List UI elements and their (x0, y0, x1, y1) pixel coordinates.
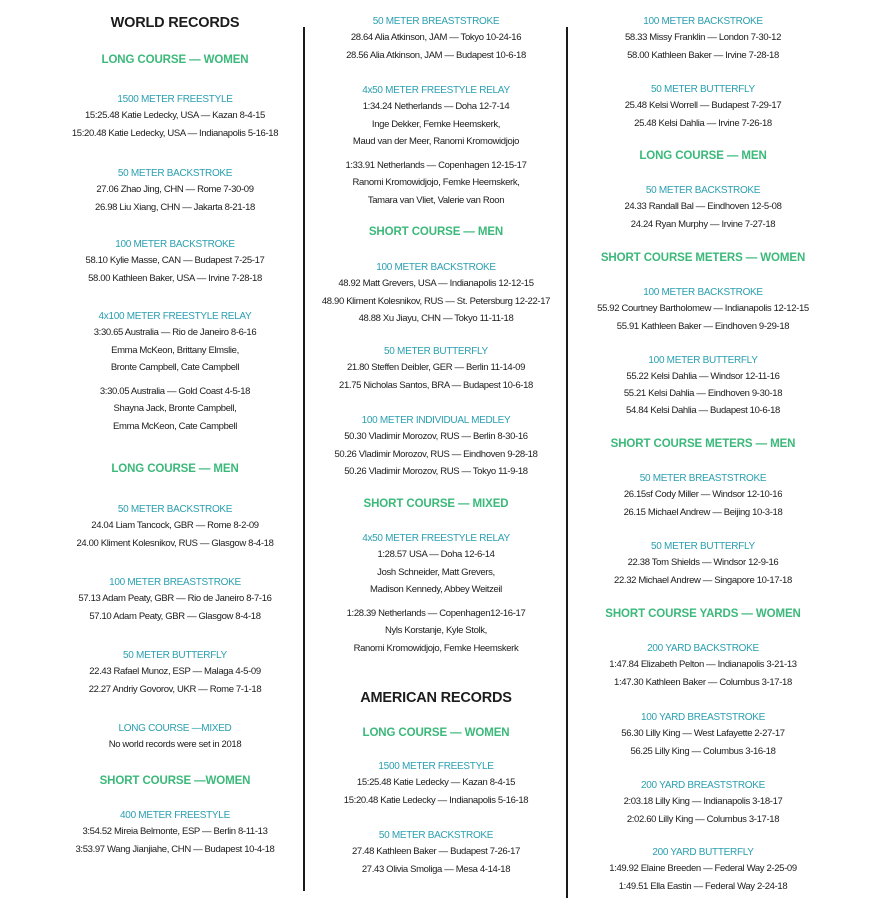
relay-swimmers: Emma McKeon, Brittany Elmslie, (111, 344, 239, 356)
event-block (575, 184, 831, 233)
event-title: 50 METER BACKSTROKE (645, 185, 761, 196)
event-title: 100 METER BACKSTROKE (643, 287, 763, 298)
relay-swimmers: Shayna Jack, Bronte Campbell, (113, 403, 237, 414)
section-heading: SHORT COURSE METERS — WOMEN (600, 252, 806, 264)
event-block (575, 83, 831, 132)
record-line: 22.43 Rafael Munoz, ESP — Malaga 4-5-09 (89, 666, 261, 677)
event-title: LONG COURSE —MIXED (118, 723, 232, 734)
event-title: 50 METER BACKSTROKE (117, 504, 233, 515)
event-title: 200 YARD BREASTSTROKE (641, 780, 765, 791)
record-line: 28.64 Alia Atkinson, JAM — Tokyo 10-24-16 (350, 32, 522, 43)
record-line: 55.92 Courtney Bartholomew — Indianapolis 12-12-15 (597, 303, 809, 314)
record-line: 22.32 Michael Andrew — Singapore 10-17-18 (614, 574, 792, 586)
record-line: 1:33.91 Netherlands — Copenhagen 12-15-17 (345, 159, 527, 171)
record-line: 3:30.65 Australia — Rio de Janeiro 8-6-16 (93, 327, 257, 338)
record-line: 58.10 Kylie Masse, CAN — Budapest 7-25-17 (85, 255, 265, 266)
record-line: 15:20.48 Katie Ledecky — Indianapolis 5-16-18 (343, 794, 529, 806)
heading-world-records: WORLD RECORDS (110, 15, 240, 31)
event-title: 4x50 METER FREESTYLE RELAY (362, 85, 510, 96)
event-block (312, 15, 560, 64)
event-title: 50 METER BREASTSTROKE (639, 473, 767, 484)
record-line: 1:28.57 USA — Doha 12-6-14 (377, 549, 495, 560)
event-title: 100 METER BACKSTROKE (115, 239, 235, 250)
record-line: 24.33 Randall Bal — Eindhoven 12-5-08 (624, 201, 782, 212)
event-block (575, 286, 831, 335)
event-block (62, 722, 288, 754)
event-title: 100 METER BUTTERFLY (648, 355, 758, 366)
record-line: 27.48 Kathleen Baker — Budapest 7-26-17 (351, 846, 521, 857)
section-heading: LONG COURSE — WOMEN (101, 54, 249, 66)
section-heading: SHORT COURSE METERS — MEN (610, 438, 796, 450)
record-line: 1:49.51 Ella Eastin — Federal Way 2-24-18 (618, 880, 788, 892)
column-divider (566, 27, 568, 898)
event-block (575, 472, 831, 521)
record-line: 54.84 Kelsi Dahlia — Budapest 10-6-18 (626, 405, 780, 416)
event-title: 100 YARD BREASTSTROKE (641, 712, 765, 723)
event-title: 50 METER BUTTERFLY (651, 84, 755, 95)
record-line: 48.90 Kliment Kolesnikov, RUS — St. Petersburg 12-22-17 (321, 295, 551, 307)
section-heading: SHORT COURSE —WOMEN (99, 775, 251, 787)
record-line: 3:54.52 Mireia Belmonte, ESP — Berlin 8-11-13 (82, 826, 268, 837)
event-title: 100 METER BREASTSTROKE (109, 577, 241, 588)
relay-swimmers: Tamara van Vliet, Valerie van Roon (367, 194, 505, 206)
record-line: 55.22 Kelsi Dahlia — Windsor 12-11-16 (626, 371, 780, 382)
record-line: 50.26 Vladimir Morozov, RUS — Tokyo 11-9-18 (344, 466, 528, 477)
record-line: 1:34.24 Netherlands — Doha 12-7-14 (362, 101, 510, 112)
event-title: 50 METER BACKSTROKE (117, 168, 233, 179)
event-title: 4x50 METER FREESTYLE RELAY (362, 533, 510, 544)
event-block (62, 167, 288, 216)
record-line: 58.00 Kathleen Baker — Irvine 7-28-18 (627, 49, 779, 61)
event-block (62, 503, 288, 552)
event-title: 1500 METER FREESTYLE (378, 761, 494, 772)
record-line: 1:47.30 Kathleen Baker — Columbus 3-17-18 (614, 676, 792, 688)
event-block (575, 540, 831, 589)
event-block (312, 829, 560, 878)
record-line: 24.24 Ryan Murphy — Irvine 7-27-18 (630, 218, 776, 230)
record-line: 26.15sf Cody Miller — Windsor 12-10-16 (623, 489, 783, 500)
event-title: 50 METER BUTTERFLY (651, 541, 755, 552)
record-line: 26.98 Liu Xiang, CHN — Jakarta 8-21-18 (95, 201, 255, 213)
relay-swimmers: Ranomi Kromowidjojo, Femke Heemskerk (353, 642, 519, 654)
record-line: 26.15 Michael Andrew — Beijing 10-3-18 (623, 506, 783, 518)
event-title: 50 METER BREASTSTROKE (372, 16, 500, 27)
event-title: 100 METER BACKSTROKE (643, 16, 763, 27)
section-heading: SHORT COURSE — MIXED (363, 498, 509, 510)
record-line: 3:30.05 Australia — Gold Coast 4-5-18 (99, 385, 251, 397)
heading-american-records: AMERICAN RECORDS (360, 690, 512, 706)
record-line: 48.92 Matt Grevers, USA — Indianapolis 12-12-15 (338, 278, 534, 289)
record-line: 25.48 Kelsi Dahlia — Irvine 7-26-18 (634, 117, 772, 129)
relay-swimmers: Josh Schneider, Matt Grevers, (377, 566, 495, 578)
relay-swimmers: Madison Kennedy, Abbey Weitzeil (370, 584, 502, 595)
event-title: 200 YARD BUTTERFLY (652, 847, 754, 858)
event-title: 1500 METER FREESTYLE (117, 94, 233, 105)
event-block (312, 760, 560, 809)
event-block (62, 576, 288, 625)
event-block (575, 15, 831, 64)
record-line: 24.00 Kliment Kolesnikov, RUS — Glasgow 8-4-18 (76, 537, 274, 549)
relay-swimmers: Emma McKeon, Cate Campbell (113, 420, 237, 432)
section-heading: LONG COURSE — MEN (111, 463, 239, 475)
relay-swimmers: Bronte Campbell, Cate Campbell (110, 362, 240, 373)
column-divider (303, 27, 305, 891)
record-line: 58.33 Missy Franklin — London 7-30-12 (624, 32, 782, 43)
record-line: 3:53.97 Wang Jianjiahe, CHN — Budapest 10-4-18 (75, 843, 275, 855)
event-block (62, 310, 288, 435)
event-title: 100 METER INDIVIDUAL MEDLEY (361, 415, 511, 426)
relay-swimmers: Inge Dekker, Femke Heemskerk, (371, 118, 501, 130)
event-title: 50 METER BUTTERFLY (123, 650, 227, 661)
event-block (312, 84, 560, 209)
section-heading: SHORT COURSE YARDS — WOMEN (605, 608, 801, 620)
event-block (62, 809, 288, 858)
record-line: 28.56 Alia Atkinson, JAM — Budapest 10-6-18 (346, 49, 526, 61)
event-title: 50 METER BACKSTROKE (378, 830, 494, 841)
event-title: 200 YARD BACKSTROKE (647, 643, 759, 654)
section-heading: SHORT COURSE — MEN (368, 226, 504, 238)
record-line: 56.30 Lilly King — West Lafayette 2-27-17 (621, 728, 785, 739)
record-line: 1:49.92 Elaine Breeden — Federal Way 2-25-09 (609, 863, 797, 874)
record-line: 22.27 Andriy Govorov, UKR — Rome 7-1-18 (88, 683, 262, 695)
event-block (575, 846, 831, 895)
note-line: No world records were set in 2018 (108, 739, 242, 750)
record-line: 55.21 Kelsi Dahlia — Eindhoven 9-30-18 (623, 388, 783, 399)
event-block (575, 642, 831, 691)
event-title: 400 METER FREESTYLE (120, 810, 230, 821)
record-line: 25.48 Kelsi Worrell — Budapest 7-29-17 (624, 100, 782, 111)
event-block (62, 649, 288, 698)
record-line: 27.43 Olivia Smoliga — Mesa 4-14-18 (361, 863, 511, 875)
relay-swimmers: Nyls Korstanje, Kyle Stolk, (385, 625, 487, 636)
event-title: 4x100 METER FREESTYLE RELAY (98, 311, 252, 322)
record-line: 22.38 Tom Shields — Windsor 12-9-16 (627, 557, 779, 568)
record-line: 21.75 Nicholas Santos, BRA — Budapest 10-6-18 (339, 379, 533, 391)
record-line: 21.80 Steffen Deibler, GER — Berlin 11-14-09 (346, 362, 526, 373)
section-heading: LONG COURSE — WOMEN (362, 727, 510, 739)
record-line: 50.30 Vladimir Morozov, RUS — Berlin 8-30-16 (344, 431, 528, 442)
event-block (575, 779, 831, 828)
relay-swimmers: Ranomi Kromowidjojo, Femke Heemskerk, (352, 177, 520, 188)
event-block (62, 93, 288, 142)
record-line: 57.10 Adam Peaty, GBR — Glasgow 8-4-18 (89, 610, 261, 622)
record-line: 1:47.84 Elizabeth Pelton — Indianapolis 3-21-13 (609, 659, 797, 670)
record-line: 27.06 Zhao Jing, CHN — Rome 7-30-09 (96, 184, 254, 195)
event-block (62, 238, 288, 287)
record-line: 24.04 Liam Tancock, GBR — Rome 8-2-09 (91, 520, 259, 531)
record-line: 56.25 Lilly King — Columbus 3-16-18 (630, 745, 776, 757)
relay-swimmers: Maud van der Meer, Ranomi Kromowidjojo (352, 136, 520, 147)
event-block (312, 345, 560, 394)
record-line: 2:02.60 Lilly King — Columbus 3-17-18 (626, 813, 780, 825)
record-line: 58.00 Kathleen Baker, USA — Irvine 7-28-18 (88, 272, 262, 284)
event-block (312, 532, 560, 657)
record-line: 15:20.48 Katie Ledecky, USA — Indianapolis 5-16-18 (71, 127, 279, 139)
record-line: 2:03.18 Lilly King — Indianapolis 3-18-17 (623, 796, 783, 807)
record-line: 50.26 Vladimir Morozov, RUS — Eindhoven 9-28-18 (334, 448, 538, 460)
event-block (312, 414, 560, 481)
event-title: 50 METER BUTTERFLY (384, 346, 488, 357)
section-heading: LONG COURSE — MEN (639, 150, 767, 162)
record-line: 15:25.48 Katie Ledecky, USA — Kazan 8-4-15 (85, 110, 265, 121)
record-line: 57.13 Adam Peaty, GBR — Rio de Janeiro 8-7-16 (78, 593, 272, 604)
event-block (312, 261, 560, 328)
record-line: 1:28.39 Netherlands — Copenhagen12-16-17 (346, 607, 526, 619)
record-line: 15:25.48 Katie Ledecky — Kazan 8-4-15 (356, 777, 516, 788)
record-line: 55.91 Kathleen Baker — Eindhoven 9-29-18 (616, 320, 790, 332)
record-line: 48.88 Xu Jiayu, CHN — Tokyo 11-11-18 (358, 313, 514, 324)
event-block (575, 354, 831, 419)
event-block (575, 711, 831, 760)
event-title: 100 METER BACKSTROKE (376, 262, 496, 273)
